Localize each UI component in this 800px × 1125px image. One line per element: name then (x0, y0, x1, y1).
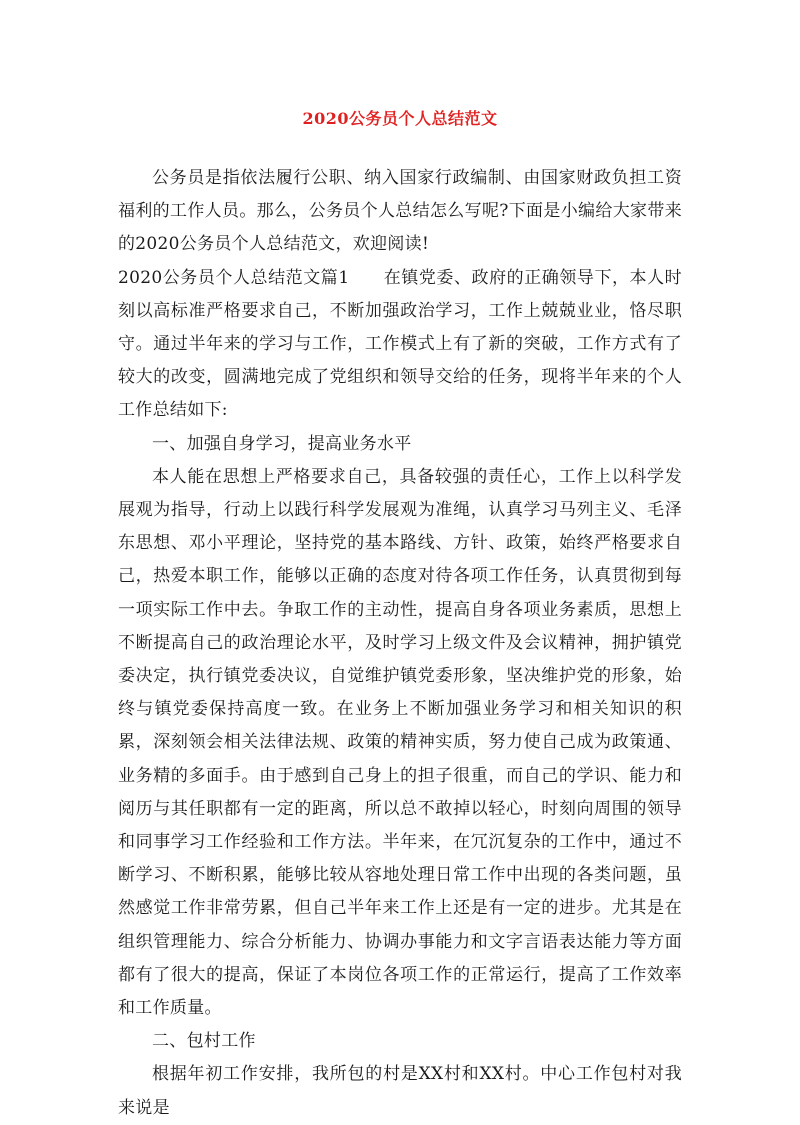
document-title: 2020公务员个人总结范文 (302, 109, 498, 128)
intro-paragraph: 公务员是指依法履行公职、纳入国家行政编制、由国家财政负担工资福利的工作人员。那么，公务员个人总结怎么写呢?下面是小编给大家带来的2020公务员个人总结范文，欢迎阅读! (118, 168, 682, 255)
heading-1: 一、加强自身学习，提高业务水平 (152, 433, 412, 454)
paragraph-1: 本人能在思想上严格要求自己，具备较强的责任心，工作上以科学发展观为指导，行动上以践行科学发展观为准绳，认真学习马列主义、毛泽东思想、邓小平理论，坚持党的基本路线、方针、政策，始终严格要求自己，热爱本职工作，能够以正确的态度对待各项工作任务，认真贯彻到每一项实际工作中去。争取工作的主动性，提高自身各项业务素质，思想上不断提高自己的政治理论水平，及时学习上级文件及会议精神，拥护镇党委决定，执行镇党委决议，自觉维护镇党委形象，坚决维护党的形象，始终与镇党委保持高度一致。在业务上不断加强业务学习和相关知识的积累，深刻领会相关法律法规、政策的精神实质，努力使自己成为政策通、业务精的多面手。由于感到自己身上的担子很重，而自己的学识、能力和阅历与其任职都有一定的距离，所以总不敢掉以轻心，时刻向周围的领导和同事学习工作经验和工作方法。半年来，在冗沉复杂的工作中，通过不断学习、不断积累，能够比较从容地处理日常工作中出现的各类问题，虽然感觉工作非常劳累，但自己半年来工作上还是有一定的进步。尤其是在组织管理能力、综合分析能力、协调办事能力和文字言语表达能力等方面都有了很大的提高，保证了本岗位各项工作的正常运行，提高了工作效率和工作质量。 (118, 466, 682, 1019)
paragraph-2: 根据年初工作安排，我所包的村是XX村和XX村。中心工作包村对我来说是 (118, 1064, 682, 1118)
section-label: 2020公务员个人总结范文篇1 (118, 267, 350, 288)
document-body (118, 162, 682, 1125)
heading-2: 二、包村工作 (152, 1031, 256, 1052)
section-paragraph (118, 262, 682, 428)
section-lead: 在镇党委、政府的正确领导下，本人时刻以高标准严格要求自己，不断加强政治学习，工作上兢兢业业，恪尽职守。通过半年来的学习与工作，工作模式上有了新的突破，工作方式有了较大的改变，圆满地完成了党组织和领导交给的任务，现将半年来的个人工作总结如下: (118, 267, 682, 421)
